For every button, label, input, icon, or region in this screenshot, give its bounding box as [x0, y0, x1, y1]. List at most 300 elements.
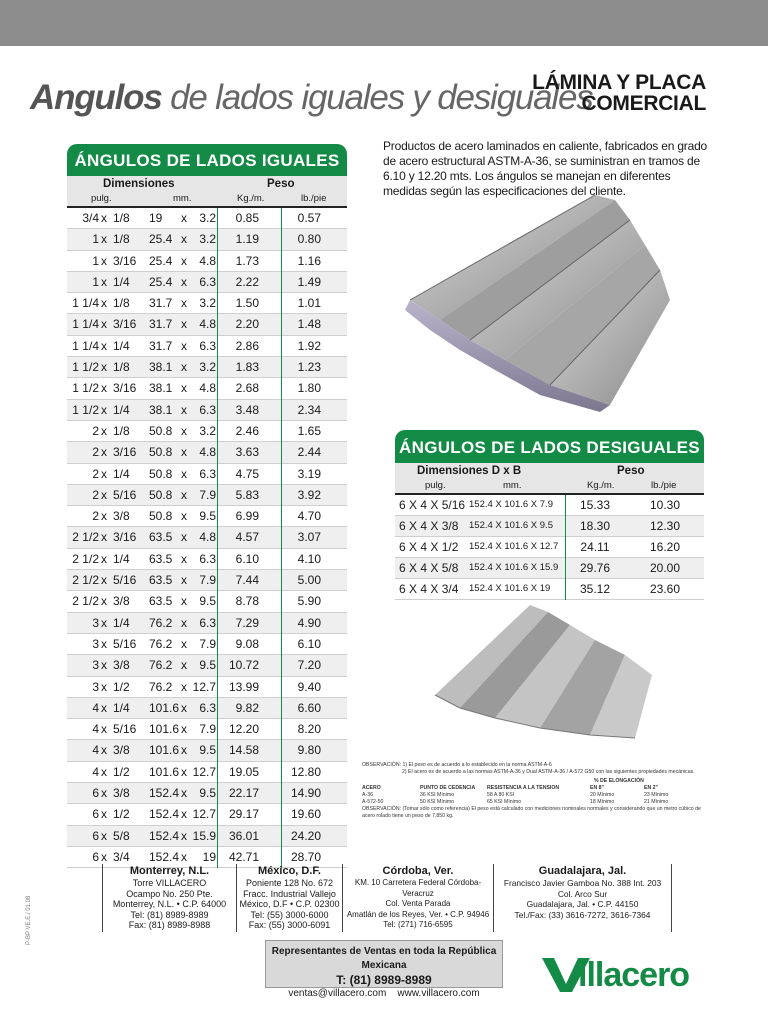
- equal-table-body: [67, 208, 347, 868]
- cell-a: 2: [92, 466, 99, 481]
- col-kgm: Kg./m.: [587, 480, 615, 491]
- cell-a: 3: [92, 658, 99, 673]
- observation-block: [362, 762, 712, 820]
- r2-ced: 50 KSI Mínimo: [420, 799, 455, 805]
- cell-lb: 2.34: [297, 402, 321, 417]
- equal-table-header: [67, 176, 347, 208]
- cell-kg: 1.50: [235, 296, 259, 311]
- cell-times: x: [101, 786, 107, 801]
- cell-lb: 1.49: [297, 274, 321, 289]
- cell-times: x: [101, 211, 107, 225]
- cell-lb: 0.80: [297, 232, 321, 247]
- cell-b: 5/16: [113, 573, 137, 588]
- cell-times: x: [101, 402, 107, 417]
- table-row: [67, 804, 347, 825]
- cell-lb: 0.57: [297, 211, 321, 225]
- cell-times: x: [101, 658, 107, 673]
- cell-d: 7.9: [199, 636, 216, 651]
- cell-kg: 18.30: [579, 519, 611, 533]
- cell-times: x: [181, 849, 187, 864]
- cell-times: x: [181, 700, 187, 715]
- website-link[interactable]: www.villacero.com: [397, 988, 480, 999]
- office-line: Francisco Javier Gamboa No. 388 Int. 203: [503, 878, 662, 888]
- cell-lb: 24.20: [290, 828, 321, 843]
- cell-lb: 4.10: [297, 551, 321, 566]
- cell-b: 1/8: [113, 211, 130, 225]
- cell-kg: 6.10: [235, 551, 259, 566]
- office-line: Tel: (55) 3000-6000: [250, 909, 329, 920]
- cell-times: x: [181, 402, 187, 417]
- cell-d: 6.3: [199, 615, 216, 630]
- cell-d: 12.7: [192, 679, 216, 694]
- office-mexico: [236, 864, 342, 932]
- col-lbpie: lb./pie: [651, 480, 677, 491]
- cell-c: 101.6: [149, 700, 180, 715]
- cell-kg: 29.76: [579, 561, 611, 575]
- title-bold: Angulos: [30, 78, 162, 117]
- cell-a: 2 1/2: [72, 594, 99, 609]
- cell-d: 3.2: [199, 423, 216, 438]
- office-line: Torre VILLACERO: [132, 878, 207, 888]
- cell-d: 9.5: [199, 658, 216, 673]
- cell-d: 3.2: [199, 232, 216, 247]
- table-row: [395, 579, 704, 600]
- cell-b: 3/8: [113, 658, 130, 673]
- cell-times: x: [181, 253, 187, 268]
- col-kgm: Kg./m.: [237, 193, 265, 204]
- cell-a: 6: [92, 807, 99, 822]
- cell-kg: 3.48: [235, 402, 259, 417]
- cell-times: x: [181, 296, 187, 311]
- cell-kg: 19.05: [228, 764, 259, 779]
- section-title: [532, 72, 706, 114]
- column-divider: [217, 208, 218, 868]
- cell-c: 31.7: [149, 296, 173, 311]
- cell-times: x: [101, 253, 107, 268]
- cell-c: 152.4: [149, 786, 180, 801]
- table-row: [67, 208, 347, 229]
- cell-lb: 10.30: [649, 498, 681, 512]
- cell-b: 1/2: [113, 679, 130, 694]
- cell-times: x: [101, 849, 107, 864]
- cell-times: x: [181, 509, 187, 524]
- cell-d: 4.8: [199, 381, 216, 396]
- cell-kg: 2.20: [235, 317, 259, 332]
- dim-header: Dimensiones: [103, 178, 175, 190]
- cell-a: 4: [92, 722, 99, 737]
- table-row: [67, 464, 347, 485]
- cell-a: 1 1/2: [72, 381, 99, 396]
- cell-a: 1 1/4: [72, 317, 99, 332]
- office-line: KM. 10 Carretera Federal Córdoba-Veracruz: [354, 878, 482, 898]
- cell-a: 3/4: [82, 211, 99, 225]
- col-mm: mm.: [173, 193, 192, 204]
- cell-c: 50.8: [149, 466, 173, 481]
- cell-b: 1/4: [113, 466, 130, 481]
- cell-c: 76.2: [149, 615, 173, 630]
- cell-b: 3/16: [113, 445, 137, 460]
- cell-times: x: [181, 317, 187, 332]
- cell-lb: 1.80: [297, 381, 321, 396]
- table-row: [67, 378, 347, 399]
- cell-a: 2 1/2: [72, 551, 99, 566]
- cell-lb: 12.30: [649, 519, 681, 533]
- cell-times: x: [181, 658, 187, 673]
- column-divider: [281, 208, 282, 868]
- cell-c: 63.5: [149, 530, 173, 545]
- r1-acero: A-36: [362, 792, 373, 798]
- cell-a: 2: [92, 509, 99, 524]
- cell-a: 3: [92, 615, 99, 630]
- cell-a: 1 1/4: [72, 338, 99, 353]
- cell-lb: 3.92: [297, 487, 321, 502]
- cell-d: 9.5: [199, 509, 216, 524]
- cell-lb: 4.70: [297, 509, 321, 524]
- sales-contact-box: [265, 940, 503, 999]
- cell-kg: 7.44: [235, 573, 259, 588]
- office-line: Amatlán de los Reyes, Ver. • C.P. 94946: [346, 909, 490, 919]
- cell-pulg: 6 X 4 X 3/8: [399, 519, 459, 533]
- cell-kg: 4.75: [235, 466, 259, 481]
- cell-b: 1/4: [113, 274, 130, 289]
- cell-a: 1: [92, 253, 99, 268]
- cell-d: 6.3: [199, 338, 216, 353]
- col-pulg: pulg.: [91, 193, 112, 204]
- cell-times: x: [101, 360, 107, 375]
- table-row: [67, 740, 347, 761]
- cell-times: x: [101, 338, 107, 353]
- col-pulg: pulg.: [425, 480, 446, 491]
- cell-times: x: [181, 466, 187, 481]
- cell-lb: 16.20: [649, 540, 681, 554]
- cell-times: x: [181, 338, 187, 353]
- cell-lb: 1.48: [297, 317, 321, 332]
- cell-kg: 2.86: [235, 338, 259, 353]
- unequal-table-title: ÁNGULOS DE LADOS DESIGUALES: [395, 430, 704, 463]
- cell-times: x: [181, 360, 187, 375]
- svg-text:illacero: illacero: [578, 956, 690, 994]
- table-row: [67, 336, 347, 357]
- cell-times: x: [181, 232, 187, 247]
- cell-b: 1/8: [113, 296, 130, 311]
- cell-kg: 6.99: [235, 509, 259, 524]
- section-title-line2: COMERCIAL: [581, 92, 706, 115]
- col-lbpie: lb./pie: [301, 193, 327, 204]
- table-row: [67, 272, 347, 293]
- cell-c: 31.7: [149, 317, 173, 332]
- cell-c: 76.2: [149, 636, 173, 651]
- cell-a: 3: [92, 679, 99, 694]
- cell-a: 1 1/4: [72, 296, 99, 311]
- cell-lb: 6.60: [297, 700, 321, 715]
- cell-b: 1/4: [113, 551, 130, 566]
- r1-ced: 36 KSI Mínimo: [420, 792, 455, 798]
- office-line: Guadalajara, Jal. • C.P. 44150: [526, 899, 639, 909]
- cell-b: 1/8: [113, 360, 130, 375]
- cell-times: x: [101, 573, 107, 588]
- page-title: [30, 76, 593, 120]
- cell-times: x: [101, 743, 107, 758]
- cell-c: 25.4: [149, 274, 173, 289]
- office-cordoba: [342, 864, 493, 932]
- cell-times: x: [101, 636, 107, 651]
- unequal-table-body: [395, 495, 704, 600]
- office-city: Córdoba, Ver.: [382, 865, 454, 877]
- office-line: Col. Arco Sur: [557, 888, 608, 899]
- cell-kg: 15.33: [579, 498, 611, 512]
- cell-times: x: [101, 466, 107, 481]
- dim-dxb-header: Dimensiones D x B: [417, 465, 522, 477]
- cell-times: x: [101, 828, 107, 843]
- office-line: Col. Venta Parada: [385, 899, 451, 908]
- h-en2: EN 2": [644, 785, 658, 791]
- cell-b: 3/16: [113, 381, 137, 396]
- table-row: [67, 762, 347, 783]
- section-title-line1: LÁMINA Y PLACA: [532, 71, 706, 94]
- cell-b: 5/16: [113, 487, 137, 502]
- cell-lb: 9.80: [297, 743, 321, 758]
- table-row: [67, 613, 347, 634]
- cell-times: x: [101, 615, 107, 630]
- unequal-table-header: [395, 463, 704, 495]
- table-row: [67, 698, 347, 719]
- cell-c: 25.4: [149, 253, 173, 268]
- cell-times: x: [101, 722, 107, 737]
- cell-c: 101.6: [149, 743, 180, 758]
- cell-a: 2: [92, 487, 99, 502]
- obs-line2: 2) El acero es de acuerdo a las normas ASTM-A-36 y Dual ASTM-A-36 / A-572 G50 con las siguientes propiedades mecánicas.: [402, 769, 695, 775]
- r2-en8: 18 Mínimo: [590, 799, 615, 805]
- cell-times: x: [181, 743, 187, 758]
- sales-reps-text: Representantes de Ventas en toda la República Mexicana: [271, 946, 497, 971]
- cell-kg: 29.17: [228, 807, 259, 822]
- cell-mm: 152.4 X 101.6 X 7.9: [469, 499, 553, 510]
- cell-b: 1/2: [113, 764, 130, 779]
- cell-times: x: [101, 423, 107, 438]
- cell-times: x: [101, 700, 107, 715]
- cell-b: 3/8: [113, 786, 130, 801]
- sales-email-link[interactable]: ventas@villacero.com: [288, 988, 387, 999]
- office-line: Fax: (81) 8989-8988: [128, 920, 211, 930]
- cell-b: 1/2: [113, 807, 130, 822]
- cell-times: x: [181, 381, 187, 396]
- cell-lb: 1.65: [297, 423, 321, 438]
- cell-lb: 6.10: [297, 636, 321, 651]
- cell-b: 3/4: [113, 849, 130, 864]
- office-line: Tel./Fax: (33) 3616-7272, 3616-7364: [514, 909, 651, 920]
- cell-d: 4.8: [199, 253, 216, 268]
- equal-angles-table: [67, 144, 347, 868]
- cell-lb: 23.60: [649, 582, 681, 596]
- cell-kg: 0.85: [235, 211, 259, 225]
- cell-lb: 1.92: [297, 338, 321, 353]
- cell-b: 3/8: [113, 509, 130, 524]
- cell-d: 6.3: [199, 466, 216, 481]
- cell-a: 4: [92, 743, 99, 758]
- cell-times: x: [181, 423, 187, 438]
- cell-kg: 24.11: [580, 540, 610, 554]
- cell-times: x: [101, 807, 107, 822]
- table-row: [67, 591, 347, 612]
- cell-c: 152.4: [149, 807, 180, 822]
- cell-kg: 36.01: [228, 828, 259, 843]
- angles-photo-large: [400, 190, 700, 415]
- cell-mm: 152.4 X 101.6 X 9.5: [469, 520, 553, 531]
- cell-b: 3/16: [113, 253, 137, 268]
- cell-d: 4.8: [199, 445, 216, 460]
- villacero-logo: [542, 950, 712, 994]
- cell-a: 1 1/2: [72, 402, 99, 417]
- cell-c: 50.8: [149, 509, 173, 524]
- unequal-angles-table: [395, 430, 704, 600]
- cell-times: x: [101, 296, 107, 311]
- cell-times: x: [181, 211, 187, 225]
- office-line: Tel: (81) 8989-8989: [130, 909, 209, 920]
- office-line: Fracc. Industrial Vallejo: [243, 888, 336, 899]
- table-row: [67, 506, 347, 527]
- r1-en8: 20 Mínimo: [590, 792, 615, 798]
- cell-times: x: [101, 232, 107, 247]
- r2-acero: A-572-50: [362, 799, 384, 805]
- cell-a: 2 1/2: [72, 573, 99, 588]
- cell-d: 6.3: [199, 700, 216, 715]
- cell-kg: 13.99: [228, 679, 259, 694]
- cell-c: 50.8: [149, 487, 173, 502]
- cell-times: x: [181, 445, 187, 460]
- cell-b: 3/8: [113, 743, 130, 758]
- cell-c: 152.4: [149, 828, 180, 843]
- table-row: [67, 677, 347, 698]
- office-guadalajara: [493, 864, 672, 932]
- table-row: [395, 516, 704, 537]
- table-row: [67, 442, 347, 463]
- cell-c: 25.4: [149, 232, 173, 247]
- cell-times: x: [101, 274, 107, 289]
- cell-times: x: [181, 487, 187, 502]
- table-row: [67, 251, 347, 272]
- cell-times: x: [181, 573, 187, 588]
- cell-d: 12.7: [192, 807, 216, 822]
- cell-lb: 19.60: [290, 807, 321, 822]
- cell-lb: 4.90: [297, 615, 321, 630]
- cell-d: 7.9: [199, 722, 216, 737]
- table-row: [67, 293, 347, 314]
- cell-d: 7.9: [199, 487, 216, 502]
- cell-c: 152.4: [149, 849, 180, 864]
- office-city: México, D.F.: [258, 865, 321, 877]
- cell-lb: 7.20: [297, 658, 321, 673]
- cell-b: 5/16: [113, 722, 137, 737]
- cell-b: 1/4: [113, 700, 130, 715]
- cell-kg: 2.68: [235, 381, 259, 396]
- cell-pulg: 6 X 4 X 5/16: [399, 498, 466, 512]
- cell-c: 76.2: [149, 679, 173, 694]
- office-line: Poniente 128 No. 672: [245, 878, 334, 888]
- cell-kg: 10.72: [228, 658, 259, 673]
- cell-b: 1/8: [113, 423, 130, 438]
- offices-row: [102, 864, 670, 932]
- cell-a: 2: [92, 423, 99, 438]
- cell-d: 9.5: [199, 786, 216, 801]
- weight-header: Peso: [617, 465, 645, 477]
- cell-mm: 152.4 X 101.6 X 12.7: [469, 541, 559, 552]
- cell-lb: 5.90: [297, 594, 321, 609]
- cell-kg: 5.83: [235, 487, 259, 502]
- cell-lb: 8.20: [297, 722, 321, 737]
- table-row: [67, 783, 347, 804]
- cell-times: x: [101, 530, 107, 545]
- table-row: [395, 558, 704, 579]
- cell-b: 1/4: [113, 615, 130, 630]
- cell-times: x: [181, 828, 187, 843]
- h-en8: EN 8": [590, 785, 604, 791]
- cell-times: x: [101, 594, 107, 609]
- cell-kg: 4.57: [235, 530, 259, 545]
- h-cedencia: PUNTO DE CEDENCIA: [420, 785, 476, 791]
- cell-times: x: [181, 786, 187, 801]
- cell-kg: 9.08: [235, 636, 259, 651]
- table-row: [67, 549, 347, 570]
- table-row: [67, 485, 347, 506]
- cell-d: 7.9: [199, 573, 216, 588]
- cell-a: 2 1/2: [72, 530, 99, 545]
- sales-phone: T: (81) 8989-8989: [336, 973, 432, 987]
- office-city: Monterrey, N.L.: [129, 865, 210, 877]
- cell-b: 1/8: [113, 232, 130, 247]
- office-monterrey: [102, 864, 236, 932]
- cell-lb: 1.16: [297, 253, 321, 268]
- cell-c: 31.7: [149, 338, 173, 353]
- cell-kg: 12.20: [228, 722, 259, 737]
- cell-b: 3/16: [113, 317, 137, 332]
- title-rest: de lados iguales y desiguales: [161, 78, 593, 117]
- cell-lb: 3.07: [297, 530, 321, 545]
- cell-times: x: [181, 722, 187, 737]
- r1-en2: 23 Mínimo: [644, 792, 669, 798]
- cell-times: x: [101, 551, 107, 566]
- cell-c: 38.1: [149, 402, 173, 417]
- top-gray-bar: [0, 0, 768, 46]
- cell-lb: 9.40: [297, 679, 321, 694]
- table-row: [395, 537, 704, 558]
- cell-d: 3.2: [199, 296, 216, 311]
- table-row: [67, 634, 347, 655]
- cell-b: 3/8: [113, 594, 130, 609]
- cell-c: 38.1: [149, 381, 173, 396]
- office-line: Ocampo No. 250 Pte.: [126, 888, 213, 899]
- cell-d: 6.3: [199, 551, 216, 566]
- cell-mm: 152.4 X 101.6 X 19: [469, 583, 551, 594]
- cell-a: 1 1/2: [72, 360, 99, 375]
- cell-d: 4.8: [199, 530, 216, 545]
- cell-kg: 35.12: [579, 582, 611, 596]
- cell-d: 6.3: [199, 274, 216, 289]
- cell-lb: 1.01: [297, 296, 321, 311]
- cell-a: 6: [92, 849, 99, 864]
- table-row: [67, 655, 347, 676]
- cell-lb: 5.00: [297, 573, 321, 588]
- cell-pulg: 6 X 4 X 3/4: [399, 582, 459, 596]
- r1-ten: 58 A 80 KSI: [487, 792, 515, 798]
- cell-mm: 152.4 X 101.6 X 15.9: [469, 562, 559, 573]
- cell-d: 4.8: [199, 317, 216, 332]
- cell-lb: 12.80: [290, 764, 321, 779]
- office-line: Monterrey, N.L. • C.P. 64000: [112, 899, 227, 909]
- cell-kg: 1.73: [235, 253, 259, 268]
- cell-times: x: [101, 317, 107, 332]
- cell-c: 63.5: [149, 573, 173, 588]
- obs-line1: OBSERVACIÓN: 1) El peso es de acuerdo a lo establecido en la norma ASTM-A-6: [362, 762, 552, 768]
